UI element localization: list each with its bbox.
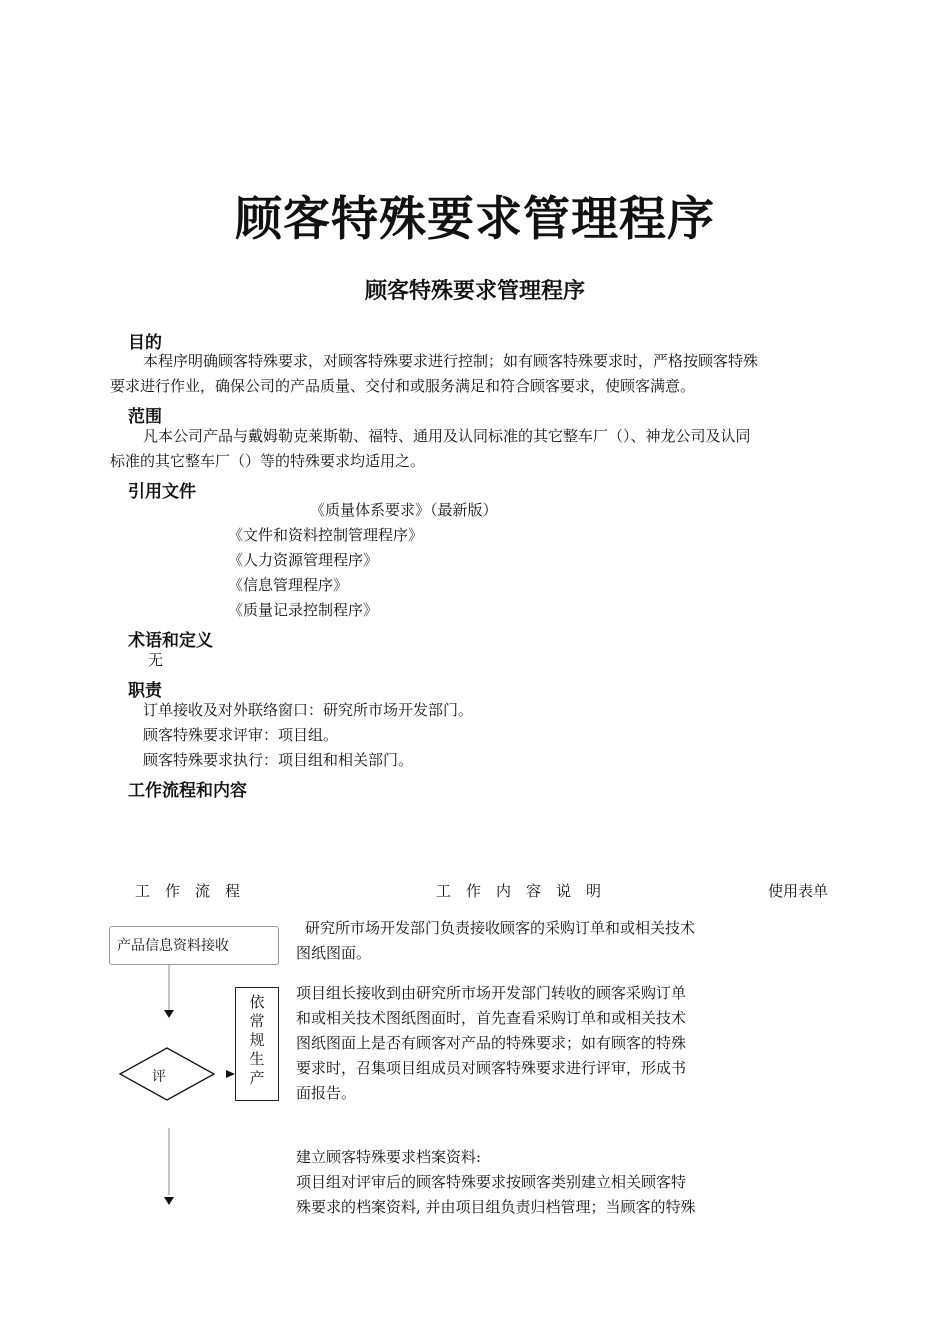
reference-item: 《人力资源管理程序》 xyxy=(228,551,379,569)
flow-side-box xyxy=(235,987,279,1101)
desc-2-line: 要求时，召集项目组成员对顾客特殊要求进行评审，形成书 xyxy=(296,1059,687,1077)
reference-item: 《文件和资料控制管理程序》 xyxy=(228,526,424,544)
side-box-char: 生 xyxy=(249,1050,265,1068)
duty-item: 订单接收及对外联络窗口：研究所市场开发部门。 xyxy=(143,701,474,719)
terms-text: 无 xyxy=(148,651,164,669)
side-box-char: 常 xyxy=(249,1012,265,1030)
desc-1-line: 图纸图面。 xyxy=(296,944,372,962)
heading-references: 引用文件 xyxy=(128,482,196,502)
heading-scope: 范围 xyxy=(128,407,162,427)
heading-terms: 术语和定义 xyxy=(128,631,213,651)
purpose-line-1: 本程序明确顾客特殊要求，对顾客特殊要求进行控制；如有顾客特殊要求时，严格按顾客特殊 xyxy=(143,352,759,370)
heading-purpose: 目的 xyxy=(128,333,162,353)
desc-3-line: 殊要求的档案资料, 并由项目组负责归档管理；当顾客的特殊 xyxy=(296,1198,696,1216)
review-diamond-label: 评 xyxy=(152,1069,166,1085)
reference-item: 《质量体系要求》（最新版） xyxy=(310,501,498,519)
duty-item: 顾客特殊要求评审：项目组。 xyxy=(143,726,339,744)
flow-box-receive-label: 产品信息资料接收 xyxy=(117,938,229,954)
side-box-char: 产 xyxy=(249,1069,265,1087)
side-box-char: 依 xyxy=(249,993,265,1011)
arrow-down-icon xyxy=(164,1010,174,1018)
column-header-flow: 工 作 流 程 xyxy=(135,882,241,900)
column-header-forms: 使用表单 xyxy=(768,882,829,900)
heading-duties: 职责 xyxy=(128,681,162,701)
reference-item: 《信息管理程序》 xyxy=(228,576,349,594)
arrow-down-icon xyxy=(164,1197,174,1205)
arrow-right-icon xyxy=(226,1070,235,1078)
desc-1-line: 研究所市场开发部门负责接收顾客的采购订单和或相关技术 xyxy=(305,919,696,937)
scope-line-1: 凡本公司产品与戴姆勒克莱斯勒、福特、通用及认同标准的其它整车厂（）、神龙公司及认同 xyxy=(143,427,751,445)
side-box-char: 规 xyxy=(249,1031,265,1049)
review-diamond-shape xyxy=(120,1048,214,1100)
desc-2-line: 图纸图面上是否有顾客对产品的特殊要求；如有顾客的特殊 xyxy=(296,1034,687,1052)
reference-item: 《质量记录控制程序》 xyxy=(228,601,379,619)
purpose-line-2: 要求进行作业，确保公司的产品质量、交付和或服务满足和符合顾客要求，使顾客满意。 xyxy=(110,377,696,395)
scope-line-2: 标准的其它整车厂（）等的特殊要求均适用之。 xyxy=(110,452,426,470)
desc-2-line: 面报告。 xyxy=(296,1084,357,1102)
document-subtitle: 顾客特殊要求管理程序 xyxy=(364,279,585,304)
column-header-content: 工 作 内 容 说 明 xyxy=(436,882,602,900)
desc-3-line: 建立顾客特殊要求档案资料: xyxy=(296,1148,482,1166)
desc-2-line: 项目组长接收到由研究所市场开发部门转收的顾客采购订单 xyxy=(296,984,687,1002)
document-title: 顾客特殊要求管理程序 xyxy=(235,192,715,247)
desc-2-line: 和或相关技术图纸图面时，首先查看采购订单和或相关技术 xyxy=(296,1009,687,1027)
duty-item: 顾客特殊要求执行：项目组和相关部门。 xyxy=(143,751,414,769)
heading-workflow: 工作流程和内容 xyxy=(128,781,247,801)
desc-3-line: 项目组对评审后的顾客特殊要求按顾客类别建立相关顾客特 xyxy=(296,1173,687,1191)
